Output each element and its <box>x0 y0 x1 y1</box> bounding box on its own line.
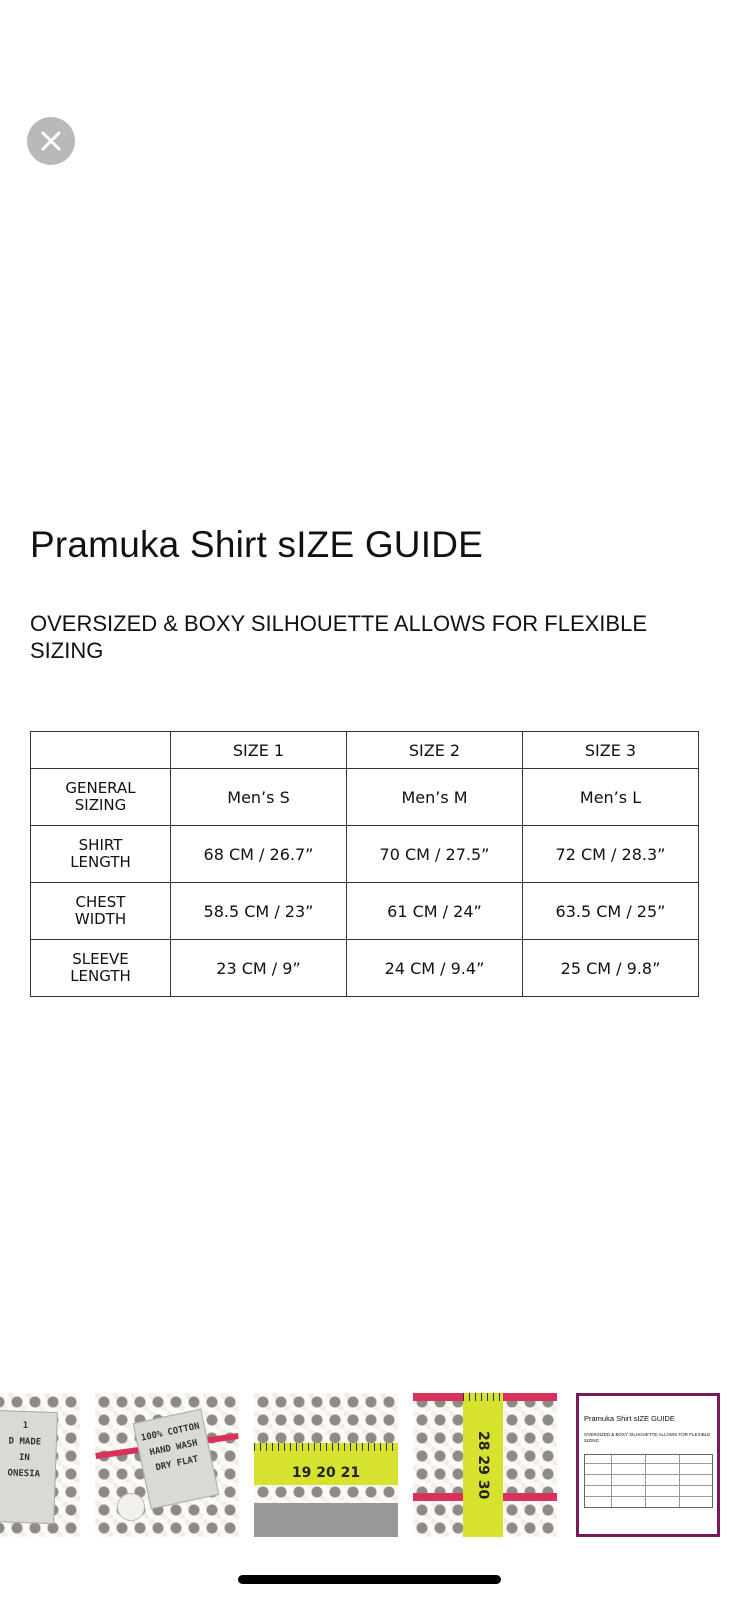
table-cell: Men’s M <box>347 769 523 826</box>
row-label-text: SLEEVE LENGTH <box>70 950 131 985</box>
close-button[interactable] <box>27 117 75 165</box>
row-label-text: GENERAL SIZING <box>65 779 136 814</box>
table-cell: 61 CM / 24” <box>347 883 523 940</box>
table-header-cell <box>31 732 171 769</box>
mini-table-line <box>585 1474 712 1475</box>
mini-table-line <box>611 1455 612 1507</box>
measuring-tape: 19 20 21 <box>254 1443 398 1485</box>
thumbnail-label-cotton[interactable] <box>95 1393 239 1537</box>
button-detail <box>117 1493 145 1521</box>
table-cell: 24 CM / 9.4” <box>347 940 523 997</box>
row-label <box>31 826 171 883</box>
mini-table-line <box>679 1455 680 1507</box>
size-table <box>30 731 699 997</box>
care-label-text: 1 D MADE IN ONESIA <box>0 1410 58 1524</box>
mini-guide-table <box>584 1454 713 1508</box>
table-header-cell: SIZE 1 <box>171 732 347 769</box>
close-icon <box>40 130 62 152</box>
table-cell: 25 CM / 9.8” <box>523 940 699 997</box>
row-label-text: CHEST WIDTH <box>74 893 127 928</box>
table-cell: Men’s S <box>171 769 347 826</box>
row-label-text: SHIRT LENGTH <box>70 836 131 871</box>
thumbnail-label-made-in[interactable] <box>0 1393 80 1537</box>
table-cell: 63.5 CM / 25” <box>523 883 699 940</box>
mini-table-line <box>585 1496 712 1497</box>
table-header-cell: SIZE 2 <box>347 732 523 769</box>
mini-guide-title: Pramuka Shirt sIZE GUIDE <box>584 1414 675 1423</box>
mini-table-line <box>645 1455 646 1507</box>
size-guide-subtitle: OVERSIZED & BOXY SILHOUETTE ALLOWS FOR FLEXIBLE SIZING <box>30 611 647 663</box>
row-label <box>31 769 171 826</box>
table-cell: 72 CM / 28.3” <box>523 826 699 883</box>
home-indicator[interactable] <box>238 1575 501 1584</box>
table-header-cell: SIZE 3 <box>523 732 699 769</box>
table-cell: 68 CM / 26.7” <box>171 826 347 883</box>
table-header-row <box>31 732 699 769</box>
thumbnail-tape-vertical[interactable] <box>413 1393 557 1537</box>
care-label-text: 100% COTTON HAND WASH DRY FLAT <box>133 1409 220 1510</box>
thumbnail-tape-horizontal[interactable] <box>254 1393 398 1537</box>
table-cell: 70 CM / 27.5” <box>347 826 523 883</box>
table-row <box>31 940 699 997</box>
table-cell: 23 CM / 9” <box>171 940 347 997</box>
fur-background <box>254 1503 398 1537</box>
thumbnail-size-guide-selected[interactable] <box>576 1393 720 1537</box>
mini-guide-subtitle: OVERSIZED & BOXY SILHOUETTE ALLOWS FOR FLEXIBLE SIZING <box>584 1432 711 1443</box>
measuring-tape: 28 29 30 <box>463 1393 503 1537</box>
size-guide-title: Pramuka Shirt sIZE GUIDE <box>30 524 484 565</box>
table-row <box>31 826 699 883</box>
mini-table-line <box>585 1485 712 1486</box>
table-row <box>31 883 699 940</box>
mini-table-line <box>585 1463 712 1464</box>
thumbnail-strip <box>0 1393 739 1537</box>
table-cell: Men’s L <box>523 769 699 826</box>
row-label <box>31 883 171 940</box>
table-row <box>31 769 699 826</box>
row-label <box>31 940 171 997</box>
table-cell: 58.5 CM / 23” <box>171 883 347 940</box>
